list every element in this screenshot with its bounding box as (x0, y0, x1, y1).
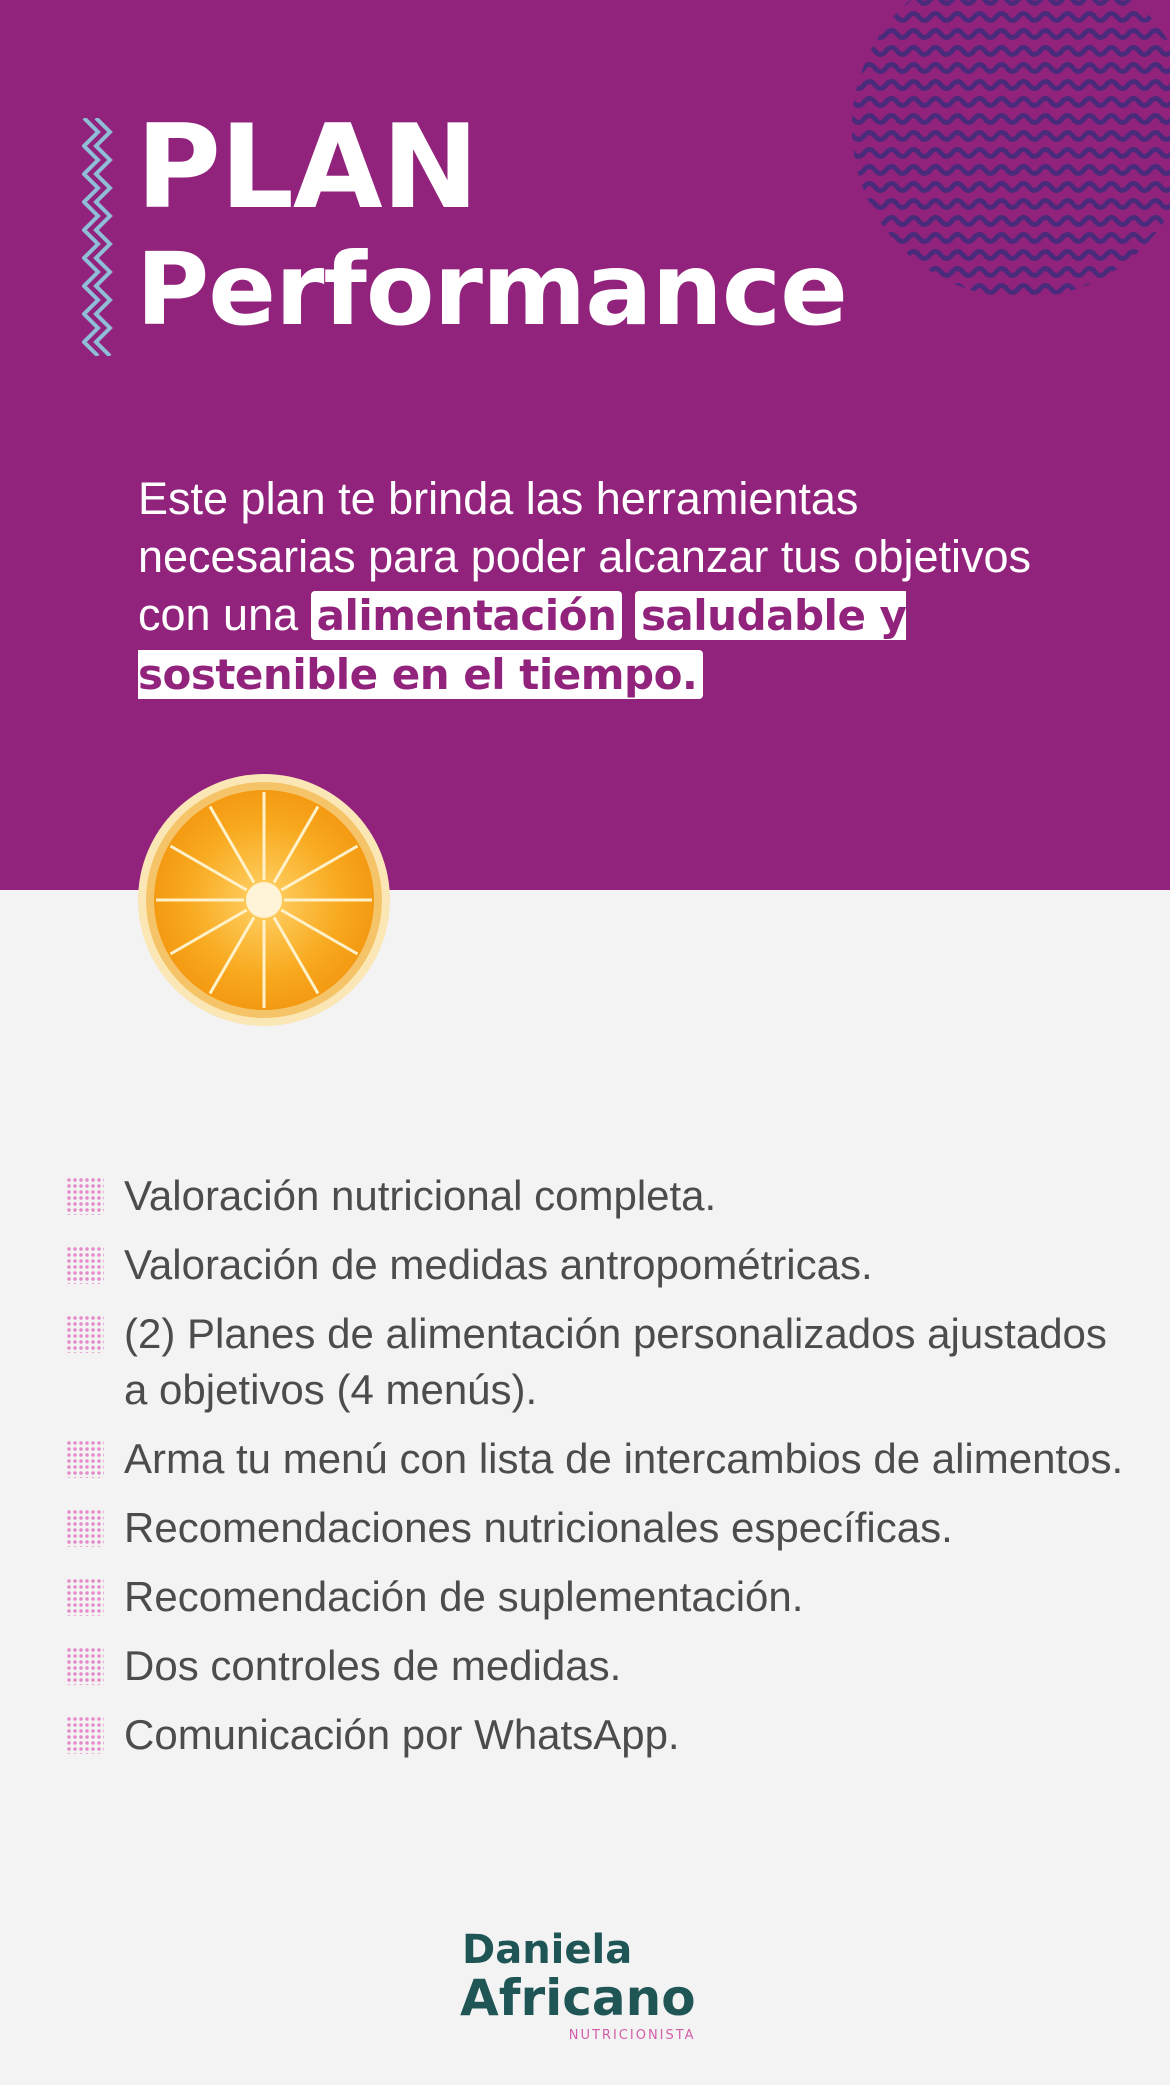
zigzag-icon (82, 118, 122, 356)
logo-subtitle: NUTRICIONISTA (568, 2028, 696, 2043)
dot-grid-icon (66, 1177, 104, 1215)
feature-text: Valoración de medidas antropométricas. (124, 1241, 873, 1288)
feature-item (66, 1707, 1126, 1763)
dot-grid-icon (66, 1716, 104, 1754)
feature-text: Dos controles de medidas. (124, 1642, 622, 1689)
feature-text: Valoración nutricional completa. (124, 1172, 717, 1219)
feature-item (66, 1168, 1126, 1224)
feature-item (66, 1237, 1126, 1293)
feature-text: Recomendaciones nutricionales específicas. (124, 1504, 953, 1551)
dot-grid-icon (66, 1578, 104, 1616)
feature-item (66, 1306, 1126, 1418)
feature-item (66, 1431, 1126, 1487)
logo-first-name: Daniela (462, 1927, 633, 1973)
dot-grid-icon (66, 1246, 104, 1284)
description-highlight-1: alimentación (311, 591, 623, 640)
dot-grid-icon (66, 1647, 104, 1685)
feature-text: Arma tu menú con lista de intercambios de alimentos. (124, 1435, 1124, 1482)
features-list (66, 1168, 1126, 1776)
dot-grid-icon (66, 1509, 104, 1547)
title-performance: Performance (136, 231, 847, 348)
feature-text: (2) Planes de alimentación personalizados ajustados a objetivos (4 menús). (124, 1310, 1107, 1413)
plan-description (138, 470, 1038, 704)
feature-text: Recomendación de suplementación. (124, 1573, 804, 1620)
feature-item (66, 1500, 1126, 1556)
title-plan: PLAN (136, 100, 478, 235)
logo-last-name: Africano (460, 1969, 696, 2027)
feature-item (66, 1638, 1126, 1694)
plan-title (136, 100, 847, 348)
description-text: Este plan te brinda las herramientas necesarias para poder alcanzar tus objetivos con una (138, 473, 1032, 640)
brand-logo (460, 1928, 696, 2043)
dot-grid-icon (66, 1315, 104, 1353)
description-highlight-2: saludable y sostenible en el tiempo. (138, 591, 907, 699)
orange-slice-icon (136, 772, 392, 1028)
header-panel (0, 0, 1170, 890)
wave-circle-icon (852, 0, 1170, 298)
dot-grid-icon (66, 1440, 104, 1478)
feature-item (66, 1569, 1126, 1625)
feature-text: Comunicación por WhatsApp. (124, 1711, 680, 1758)
